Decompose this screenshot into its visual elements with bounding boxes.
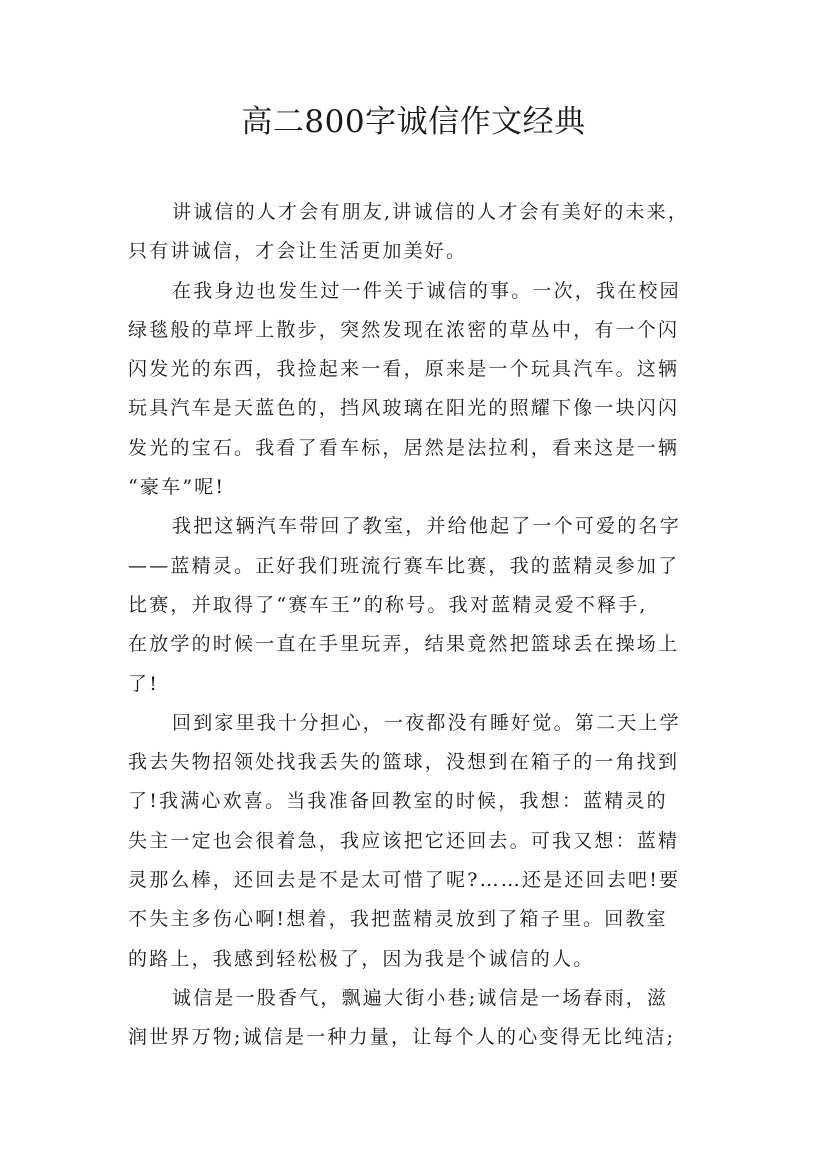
paragraph-line: 我把这辆汽车带回了教室，并给他起了一个可爱的名字 [172,515,681,538]
paragraph-line: ——蓝精灵。正好我们班流行赛车比赛，我的蓝精灵参加了 [128,554,680,577]
document-body [128,193,706,1058]
paragraph-line: 的路上，我感到轻松极了，因为我是个诚信的人。 [128,947,595,970]
paragraph-line: 在我身边也发生过一件关于诚信的事。一次，我在校园 [172,279,681,302]
paragraph-line: 闪发光的东西，我捡起来一看，原来是一个玩具汽车。这辆 [128,358,680,381]
paragraph-line: 不失主多伤心啊!想着，我把蓝精灵放到了箱子里。回教室 [128,908,668,931]
paragraph-line: 了! [128,672,160,695]
paragraph-line: 比赛，并取得了“赛车王”的称号。我对蓝精灵爱不释手, [128,593,648,616]
paragraph-line: 我去失物招领处找我丢失的篮球，没想到在箱子的一角找到 [128,751,680,774]
paragraph-line: 玩具汽车是天蓝色的，挡风玻璃在阳光的照耀下像一块闪闪 [128,397,680,420]
paragraph-line: 只有讲诚信，才会让生活更加美好。 [128,240,468,263]
paragraph-line: 润世界万物;诚信是一种力量，让每个人的心变得无比纯洁; [128,1026,676,1049]
document-title: 高二800字诚信作文经典 [241,104,586,140]
paragraph-line: 绿毯般的草坪上散步，突然发现在浓密的草丛中，有一个闪 [128,318,680,341]
paragraph-line: 了!我满心欢喜。当我准备回教室的时候，我想：蓝精灵的 [128,790,668,813]
paragraph-line: 发光的宝石。我看了看车标，居然是法拉利，看来这是一辆 [128,436,680,459]
paragraph-line: 灵那么棒，还回去是不是太可惜了呢?……还是还回去吧!要 [128,869,681,892]
paragraph-line: 失主一定也会很着急，我应该把它还回去。可我又想：蓝精 [128,829,680,852]
paragraph-line: 在放学的时候一直在手里玩弄，结果竟然把篮球丢在操场上 [128,633,680,656]
paragraph-line: 诚信是一股香气，飘遍大街小巷;诚信是一场春雨，滋 [172,986,669,1009]
paragraph-line: “豪车”呢! [128,476,226,499]
paragraph-line: 回到家里我十分担心，一夜都没有睡好觉。第二天上学 [172,711,681,734]
paragraph-line: 讲诚信的人才会有朋友,讲诚信的人才会有美好的未来， [172,201,690,223]
